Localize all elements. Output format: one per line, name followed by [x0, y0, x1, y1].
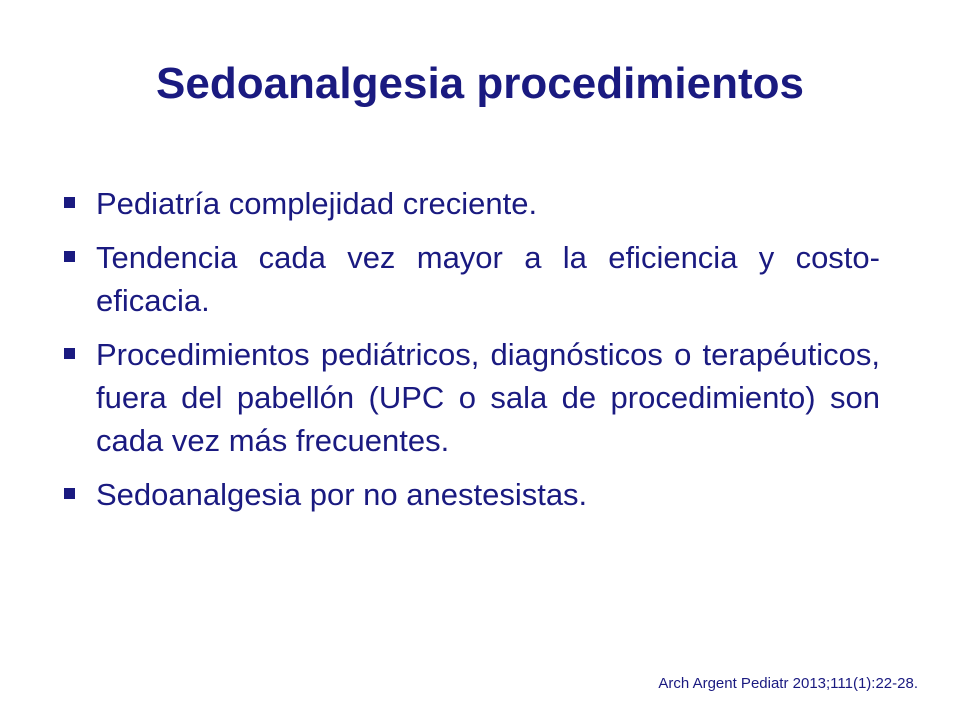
slide-title: Sedoanalgesia procedimientos: [156, 59, 804, 108]
bullet-text: Procedimientos pediátricos, diagnósticos o terapéuticos, fuera del pabellón (UPC o sala de procedimiento) son cada vez más frecuentes.: [96, 337, 880, 458]
bullet-item: [64, 473, 880, 516]
bullet-text: Pediatría complejidad creciente.: [96, 186, 538, 221]
square-bullet-icon: [64, 348, 75, 359]
square-bullet-icon: [64, 488, 75, 499]
bullet-item: [64, 182, 880, 225]
bullet-item: [64, 333, 880, 462]
bullet-item: [64, 236, 880, 322]
square-bullet-icon: [64, 251, 75, 262]
bullet-list: [64, 182, 880, 527]
bullet-text: Tendencia cada vez mayor a la eficiencia y costo-eficacia.: [96, 240, 880, 318]
citation: Arch Argent Pediatr 2013;111(1):22-28.: [658, 675, 918, 692]
square-bullet-icon: [64, 197, 75, 208]
bullet-text: Sedoanalgesia por no anestesistas.: [96, 477, 588, 512]
